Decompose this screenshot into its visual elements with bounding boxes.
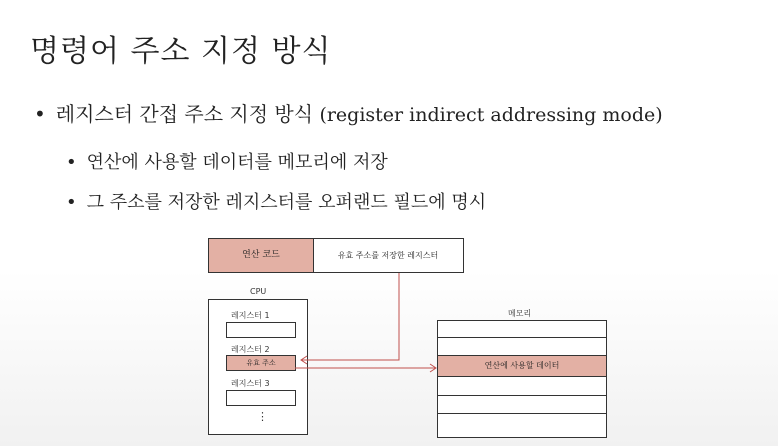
register-label: 레지스터 2 xyxy=(231,345,270,354)
register-label: 레지스터 3 xyxy=(231,379,270,388)
operand-to-register-arrow xyxy=(301,273,399,360)
opcode-field: 연산 코드 xyxy=(209,239,314,272)
memory-label: 메모리 xyxy=(508,309,532,318)
bullet-dot: • xyxy=(34,102,46,126)
sub-bullet-text: 그 주소를 저장한 레지스터를 오퍼랜드 필드에 명시 xyxy=(86,192,487,213)
sub-bullet-text: 연산에 사용할 데이터를 메모리에 저장 xyxy=(86,152,388,173)
slide-title: 명령어 주소 지정 방식 xyxy=(30,34,332,69)
ellipsis-icon: ⋮ xyxy=(257,410,268,423)
operand-field: 유효 주소를 저장한 레지스터 xyxy=(337,251,439,260)
main-bullet-en: (register indirect addressing mode) xyxy=(319,104,663,126)
main-bullet-ko: 레지스터 간접 주소 지정 방식 xyxy=(55,102,314,126)
bullet-dot: • xyxy=(66,152,77,173)
memory-row-data: 연산에 사용할 데이터 xyxy=(438,356,606,377)
cpu-label: CPU xyxy=(250,287,267,296)
bullet-dot: • xyxy=(66,192,77,213)
register-2: 유효 주소 xyxy=(226,355,296,371)
register-label: 레지스터 1 xyxy=(231,311,270,320)
